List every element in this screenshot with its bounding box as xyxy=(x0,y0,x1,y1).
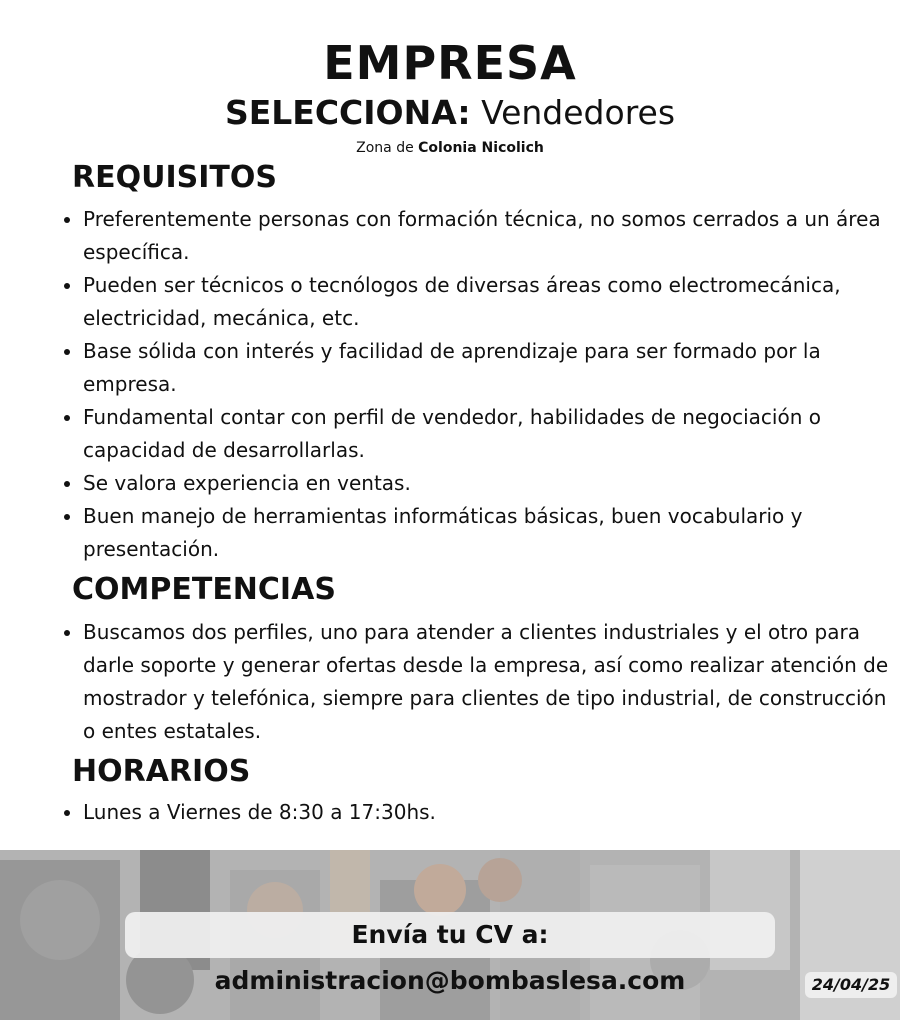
list-item: • Buscamos dos perfiles, uno para atender a clientes industriales y el otro para darle soporte y generar ofertas desde la empresa, así como realizar atención de mostrador y telefónica, siempre para clientes de tipo industrial, de construcción o entes estatales. xyxy=(83,616,898,748)
send-cv-banner: Envía tu CV a: administracion@bombaslesa.com xyxy=(125,912,775,958)
industrial-equipment-photo xyxy=(0,850,900,1020)
competencias-list xyxy=(55,616,898,748)
date-badge: 24/04/25 xyxy=(805,972,897,998)
section-title-horarios: HORARIOS xyxy=(72,754,251,789)
requisitos-list xyxy=(55,203,898,566)
list-item: • Se valora experiencia en ventas. xyxy=(83,467,898,500)
selects-label: SELECCIONA: xyxy=(224,93,471,132)
list-item: • Fundamental contar con perfil de vendedor, habilidades de negociación o capacidad de desarrollarlas. xyxy=(83,401,898,467)
list-item: • Preferentemente personas con formación técnica, no somos cerrados a un área específica. xyxy=(83,203,898,269)
zone-line xyxy=(0,140,900,156)
list-item: • Base sólida con interés y facilidad de aprendizaje para ser formado por la empresa. xyxy=(83,335,898,401)
company-title: EMPRESA xyxy=(323,36,577,90)
list-item: • Pueden ser técnicos o tecnólogos de diversas áreas como electromecánica, electricidad, mecánica, etc. xyxy=(83,269,898,335)
list-item: • Lunes a Viernes de 8:30 a 17:30hs. xyxy=(83,796,898,829)
section-title-competencias: COMPETENCIAS xyxy=(72,572,336,607)
selects-role: Vendedores xyxy=(481,93,676,132)
section-title-requisitos: REQUISITOS xyxy=(72,160,277,195)
zone-name: Colonia Nicolich xyxy=(418,140,544,156)
zone-prefix: Zona de xyxy=(356,140,414,156)
selects-line xyxy=(0,93,900,132)
horarios-list xyxy=(55,796,898,829)
list-item: • Buen manejo de herramientas informáticas básicas, buen vocabulario y presentación. xyxy=(83,500,898,566)
